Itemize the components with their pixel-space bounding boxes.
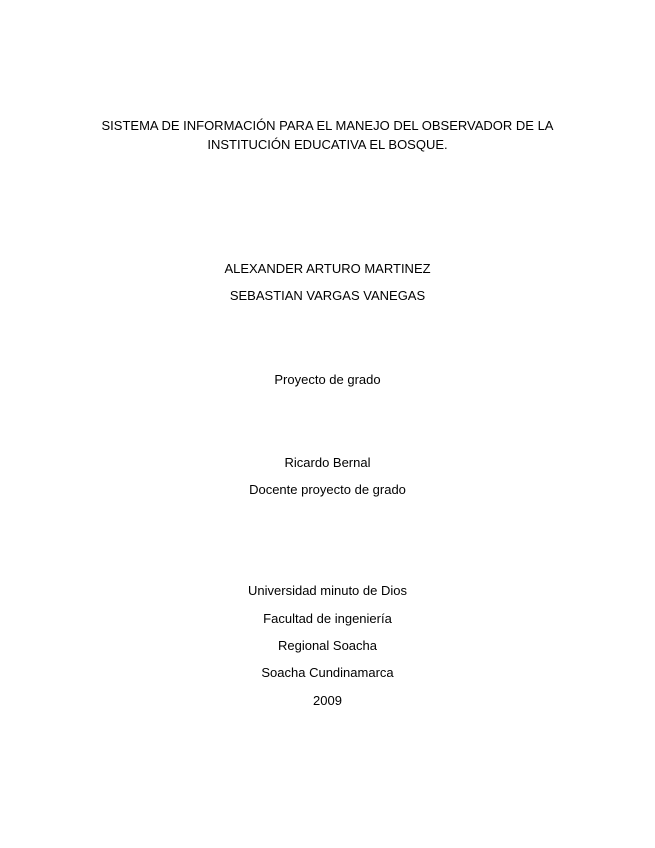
title-line-2: INSTITUCIÓN EDUCATIVA EL BOSQUE. [207,137,448,152]
city: Soacha Cundinamarca [261,665,394,680]
year: 2009 [313,693,342,708]
regional: Regional Soacha [277,638,378,653]
faculty: Facultad de ingeniería [263,611,392,626]
project-type: Proyecto de grado [274,372,381,387]
author-2: SEBASTIAN VARGAS VANEGAS [229,288,426,303]
advisor-role: Docente proyecto de grado [249,482,406,497]
university: Universidad minuto de Dios [248,583,407,598]
advisor-name: Ricardo Bernal [284,455,371,470]
document-title [0,116,655,154]
title-line-1: SISTEMA DE INFORMACIÓN PARA EL MANEJO DEL OBSERVADOR DE LA [101,118,554,133]
author-1: ALEXANDER ARTURO MARTINEZ [224,261,431,276]
